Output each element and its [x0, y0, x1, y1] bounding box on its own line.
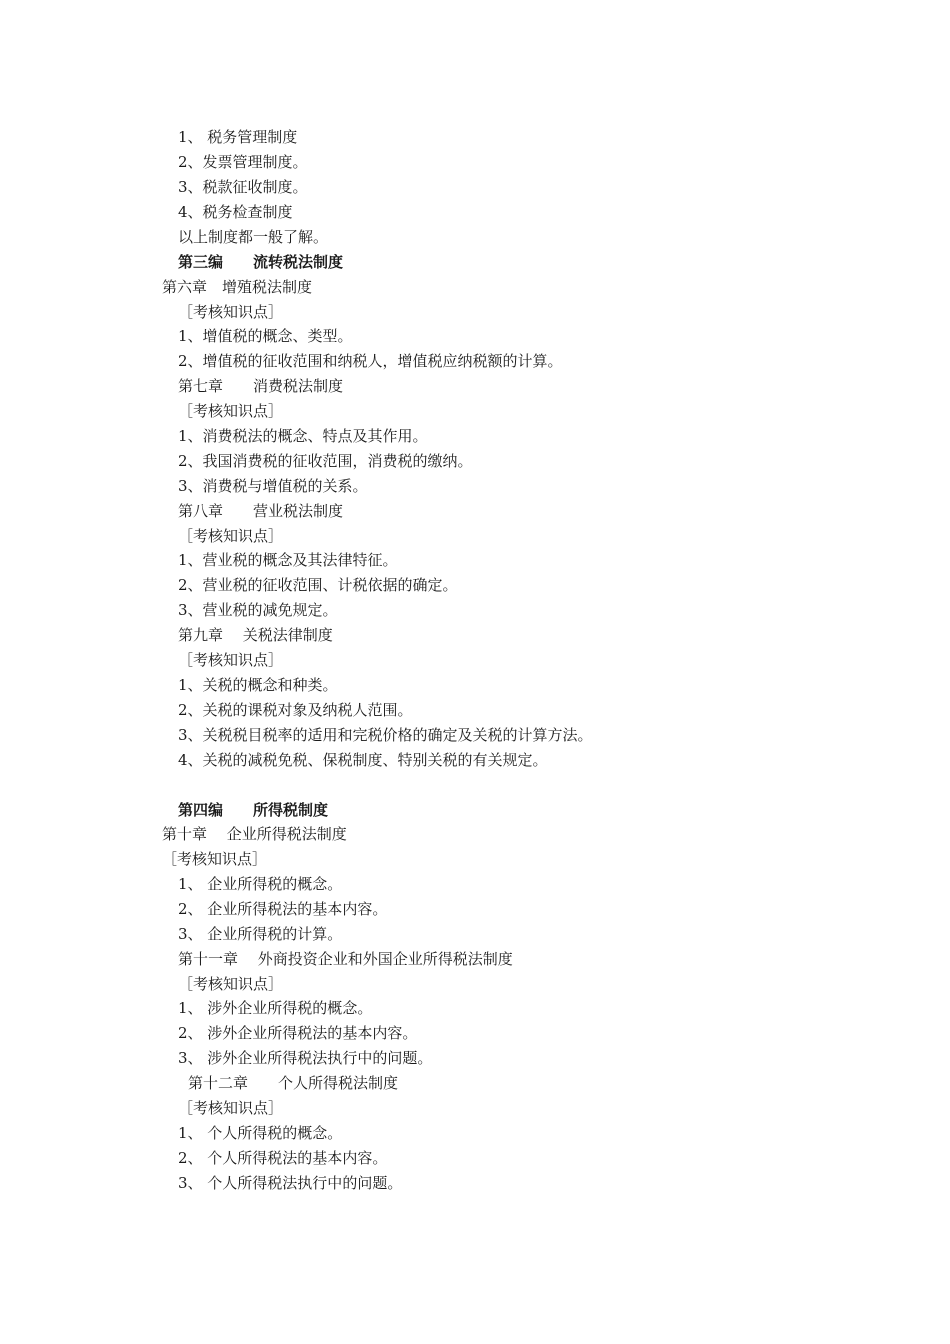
knowledge-points-label: ［考核知识点］	[178, 402, 284, 420]
text-line: 1、消费税法的概念、特点及其作用。	[178, 427, 428, 445]
chapter-heading: 第七章 消费税法制度	[178, 377, 344, 395]
text-line: 2、关税的课税对象及纳税人范围。	[178, 701, 413, 719]
chapter-heading: 第六章 增殖税法制度	[162, 278, 313, 296]
text-line: 1、关税的概念和种类。	[178, 676, 338, 694]
knowledge-points-label: ［考核知识点］	[178, 651, 284, 669]
text-line: 2、 个人所得税法的基本内容。	[178, 1149, 388, 1167]
text-line: 4、关税的减税免税、保税制度、特别关税的有关规定。	[178, 751, 548, 769]
knowledge-points-label: ［考核知识点］	[178, 303, 284, 321]
text-line: 1、营业税的概念及其法律特征。	[178, 551, 398, 569]
chapter-heading: 第十章 企业所得税法制度	[162, 825, 347, 843]
chapter-heading: 第十一章 外商投资企业和外国企业所得税法制度	[178, 950, 513, 968]
text-line: 3、 个人所得税法执行中的问题。	[178, 1174, 403, 1192]
text-line: 1、增值税的概念、类型。	[178, 327, 353, 345]
text-line: 2、增值税的征收范围和纳税人，增值税应纳税额的计算。	[178, 352, 563, 370]
text-line: 3、关税税目税率的适用和完税价格的确定及关税的计算方法。	[178, 726, 593, 744]
text-line: 4、税务检查制度	[178, 203, 293, 221]
section-heading: 第四编 所得税制度	[178, 801, 329, 819]
text-line: 以上制度都一般了解。	[178, 228, 329, 246]
text-line: 3、税款征收制度。	[178, 178, 308, 196]
text-line: 2、我国消费税的征收范围，消费税的缴纳。	[178, 452, 473, 470]
text-line: 3、 企业所得税的计算。	[178, 925, 343, 943]
knowledge-points-label: ［考核知识点］	[178, 1099, 284, 1117]
text-line: 2、营业税的征收范围、计税依据的确定。	[178, 576, 458, 594]
text-line: 2、发票管理制度。	[178, 153, 308, 171]
knowledge-points-label: ［考核知识点］	[178, 975, 284, 993]
chapter-heading: 第九章 关税法律制度	[178, 626, 333, 644]
text-line: 2、 企业所得税法的基本内容。	[178, 900, 388, 918]
text-line: 2、 涉外企业所得税法的基本内容。	[178, 1024, 418, 1042]
knowledge-points-label: ［考核知识点］	[178, 527, 284, 545]
chapter-heading: 第十二章 个人所得税法制度	[188, 1074, 399, 1092]
text-line: 1、 税务管理制度	[178, 128, 298, 146]
text-line: 1、 企业所得税的概念。	[178, 875, 343, 893]
knowledge-points-label: ［考核知识点］	[162, 850, 268, 868]
text-line: 3、消费税与增值税的关系。	[178, 477, 368, 495]
chapter-heading: 第八章 营业税法制度	[178, 502, 344, 520]
text-line: 1、 涉外企业所得税的概念。	[178, 999, 373, 1017]
section-heading: 第三编 流转税法制度	[178, 253, 344, 271]
text-line: 3、营业税的减免规定。	[178, 601, 338, 619]
text-line: 1、 个人所得税的概念。	[178, 1124, 343, 1142]
text-line: 3、 涉外企业所得税法执行中的问题。	[178, 1049, 433, 1067]
